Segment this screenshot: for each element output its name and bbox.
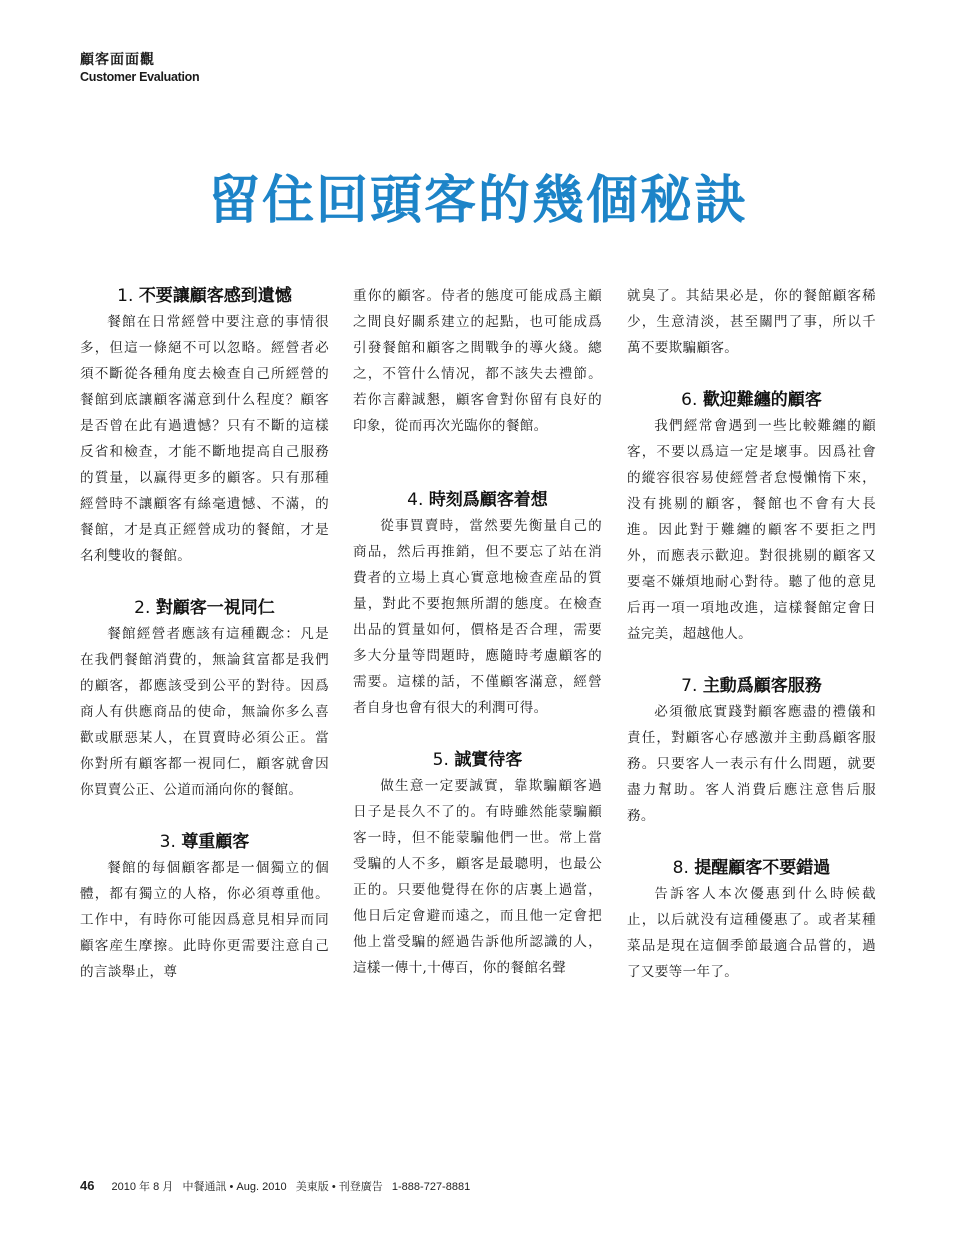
column-1 [80, 283, 329, 985]
section-body-5: 做生意一定要誠實，靠欺騙顧客過日子是長久不了的。有時雖然能蒙騙顧客一時，但不能蒙騙他們一世。常上當受騙的人不多，顧客是最聰明，也最公正的。只要他覺得在你的店裏上過當，他日后定會避而遠之，而且他一定會把他上當受騙的經過告訴他所認識的人，這樣一傳十,十傳百，你的餐館名聲 [353, 778, 602, 976]
footer-publication: 中餐通訊 • Aug. 2010 [182, 1181, 287, 1193]
section-body-1: 餐館在日常經營中要注意的事情很多，但這一條絕不可以忽略。經營者必須不斷從各種角度去檢查自己所經營的餐館到底讓顧客滿意到什么程度？顧客是否曾在此有過遺憾？只有不斷的這樣反省和檢查，才能不斷地提高自己服務的質量，以赢得更多的顧客。只有那種經營時不讓顧客有絲毫遺憾、不滿，的餐館，才是真正經營成功的餐館，才是名利雙收的餐館。 [80, 314, 329, 564]
section-heading-2: 2. 對顧客一視同仁 [134, 598, 275, 618]
page-footer [80, 1178, 470, 1195]
section-heading-7: 7. 主動爲顧客服務 [681, 676, 822, 696]
section-title-en: Customer Evaluation [80, 70, 200, 84]
section-body-5-continued: 就臭了。其結果必是，你的餐館顧客稀少，生意清淡，甚至關門了事，所以千萬不要欺騙顧客。 [627, 288, 876, 356]
column-2 [353, 283, 602, 981]
section-heading-3: 3. 尊重顧客 [159, 832, 250, 852]
page-number: 46 [80, 1178, 95, 1193]
section-body-4: 從事買賣時，當然要先衡量自己的商品，然后再推銷，但不要忘了站在消費者的立場上真心實意地檢查産品的質量，對此不要抱無所謂的態度。在檢查出品的質量如何，價格是否合理，需要多大分量等問題時，應隨時考慮顧客的需要。這樣的話，不僅顧客滿意，經營者自身也會有很大的利潤可得。 [353, 518, 602, 716]
footer-date: 2010 年 8 月 [111, 1181, 174, 1193]
section-body-8: 告訴客人本次優惠到什么時候截止，以后就没有這種優惠了。或者某種菜品是現在這個季節最適合品嘗的，過了又要等一年了。 [627, 886, 876, 980]
section-heading-6: 6. 歡迎難纏的顧客 [681, 390, 822, 410]
section-body-3: 餐館的每個顧客都是一個獨立的個體，都有獨立的人格，你必須尊重他。工作中，有時你可能因爲意見相异而同顧客産生摩擦。此時你更需要注意自己的言談舉止，尊 [80, 860, 329, 980]
section-heading-1: 1. 不要讓顧客感到遺憾 [117, 286, 292, 306]
column-3 [627, 283, 876, 985]
section-heading-4: 4. 時刻爲顧客着想 [407, 490, 548, 510]
article-title: 留住回頭客的幾個秘訣 [207, 170, 748, 231]
footer-phone: 1-888-727-8881 [391, 1181, 471, 1193]
footer-edition: 美東版 • 刊登廣告 [295, 1181, 383, 1193]
section-heading-5: 5. 誠實待客 [432, 750, 523, 770]
section-body-6: 我們經常會遇到一些比較難纏的顧客，不要以爲這一定是壞事。因爲社會的縱容很容易使經營者怠慢懶惰下來，没有挑剔的顧客，餐館也不會有大長進。因此對于難纏的顧客不要拒之門外，而應表示歡迎。對很挑剔的顧客又要毫不嫌煩地耐心對待。聽了他的意見后再一項一項地改進，這樣餐館定會日益完美，超越他人。 [627, 418, 876, 642]
section-body-7: 必須徹底實踐對顧客應盡的禮儀和責任，對顧客心存感激并主動爲顧客服務。只要客人一表示有什么問題，就要盡力幫助。客人消費后應注意售后服務。 [627, 704, 876, 824]
section-title-zh: 顧客面面觀 [80, 52, 155, 68]
section-header [80, 51, 199, 86]
section-heading-8: 8. 提醒顧客不要錯過 [672, 858, 831, 878]
section-body-2: 餐館經營者應該有這種觀念：凡是在我們餐館消費的，無論貧富都是我們的顧客，都應該受到公平的對待。因爲商人有供應商品的使命，無論你多么喜歡或厭惡某人，在買賣時必須公正。當你對所有顧客都一視同仁，顧客就會因你買賣公正、公道而涌向你的餐館。 [80, 626, 329, 798]
section-body-3-continued: 重你的顧客。侍者的態度可能成爲主顧之間良好關系建立的起點，也可能成爲引發餐館和顧客之間戰争的導火綫。總之，不管什么情况，都不該失去禮節。若你言辭誠懇，顧客會對你留有良好的印象，從而再次光臨你的餐館。 [353, 288, 602, 434]
